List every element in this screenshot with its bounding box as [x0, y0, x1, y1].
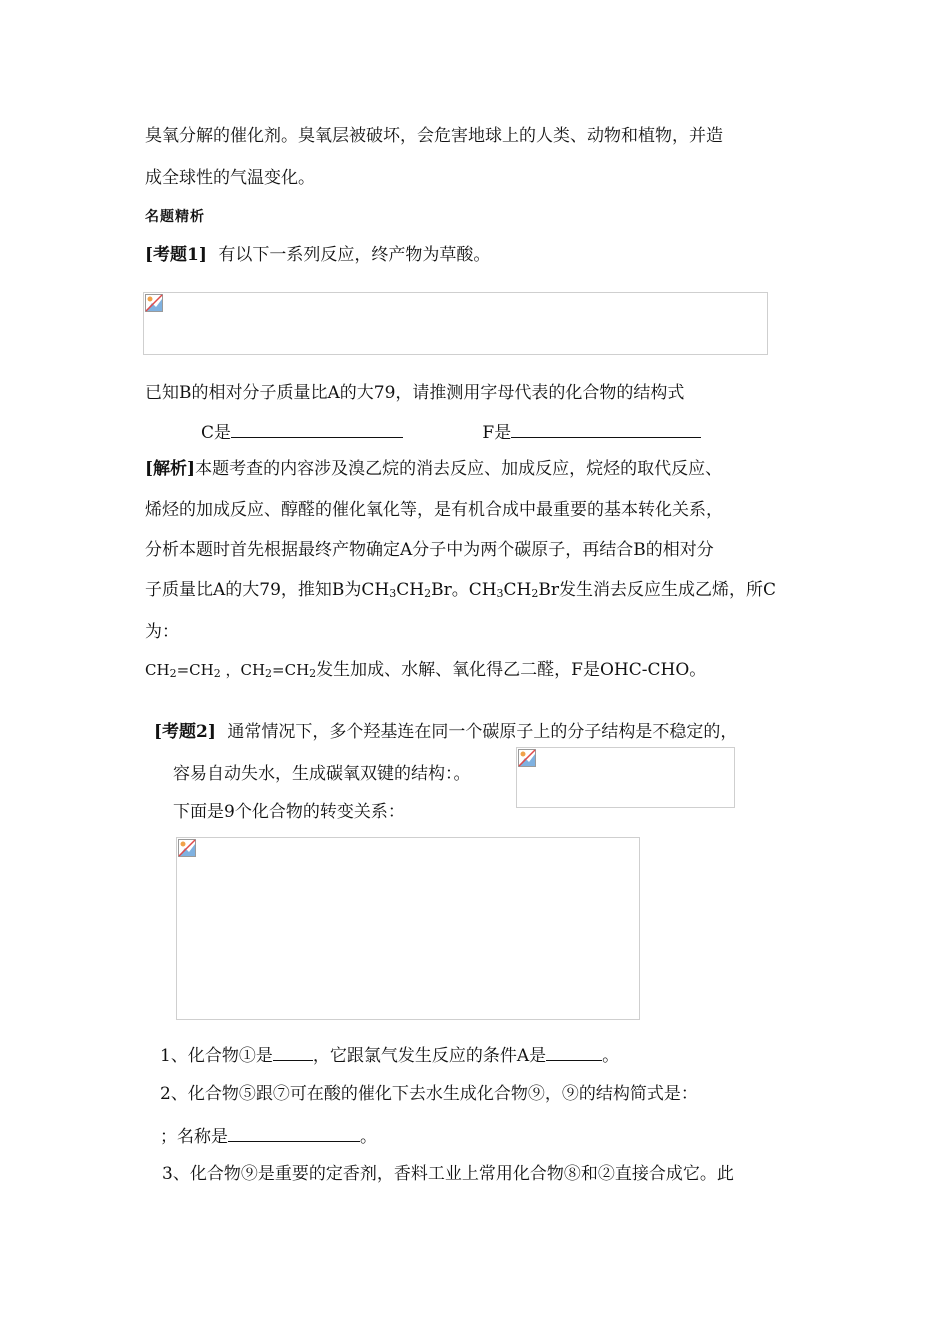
- c-label: C是: [201, 423, 232, 443]
- broken-image-icon: [145, 294, 163, 312]
- analysis-line-1: [解析]本题考查的内容涉及溴乙烷的消去反应、加成反应，烷烃的取代反应、: [145, 459, 723, 479]
- reaction-scheme-image: [143, 292, 768, 355]
- analysis-line-5: 为：: [145, 622, 179, 642]
- q2-text: 通常情况下，多个羟基连在同一个碳原子上的分子结构是不稳定的，: [227, 722, 738, 742]
- f-answer-blank[interactable]: [511, 419, 701, 438]
- section-title: 名题精析: [145, 209, 205, 225]
- analysis-line-3: 分析本题时首先根据最终产物确定A分子中为两个碳原子，再结合B的相对分: [145, 540, 714, 560]
- q1-text: 有以下一系列反应，终产物为草酸。: [218, 245, 491, 265]
- analysis-line-4: 子质量比A的大79，推知B为$CH_3CH_2Br$。$CH_3CH_2Br$发生消去反应生成乙烯，所C: [145, 580, 777, 600]
- analysis-line-6: $CH_2=CH_2$ ，$CH_2=CH_2$发生加成、水解、氧化得乙二醛，F是OHC-CHO。: [145, 660, 707, 680]
- broken-image-icon: [518, 749, 536, 767]
- para-line-2: 成全球性的气温变化。: [145, 168, 315, 188]
- q2-line-1: [154, 720, 737, 744]
- condition-a-blank[interactable]: [546, 1042, 602, 1061]
- compound-1-blank[interactable]: [273, 1042, 313, 1061]
- q2-line-3: 下面是9个化合物的转变关系：: [173, 802, 405, 822]
- q1-line: [145, 243, 490, 267]
- q1-tag: [考题1]: [145, 245, 207, 265]
- analysis-tag: [解析]: [145, 459, 196, 479]
- q2-tag: [考题2]: [154, 722, 216, 742]
- name-blank[interactable]: [228, 1123, 360, 1142]
- c-answer-blank[interactable]: [231, 419, 403, 438]
- transformation-diagram-image: [176, 837, 640, 1020]
- broken-image-icon: [178, 839, 196, 857]
- q2-line-2: 容易自动失水，生成碳氧双键的结构：。: [173, 764, 471, 784]
- question-2-line-2: ；名称是 。: [160, 1123, 377, 1149]
- question-2-line-1: 2、化合物⑤跟⑦可在酸的催化下去水生成化合物⑨，⑨的结构简式是：: [160, 1084, 698, 1104]
- q1-answer-line: [201, 419, 701, 445]
- para-line-1: 臭氧分解的催化剂。臭氧层被破坏，会危害地球上的人类、动物和植物，并造: [145, 126, 723, 146]
- f-label: F是: [482, 423, 512, 443]
- question-1-line: 1、化合物①是 ，它跟氯气发生反应的条件A是 。: [160, 1042, 619, 1068]
- question-3-line-1: 3、化合物⑨是重要的定香剂，香料工业上常用化合物⑧和②直接合成它。此: [162, 1164, 734, 1184]
- q1-given: 已知B的相对分子质量比A的大79，请推测用字母代表的化合物的结构式: [145, 383, 685, 403]
- analysis-line-2: 烯烃的加成反应、醇醛的催化氧化等，是有机合成中最重要的基本转化关系，: [145, 500, 723, 520]
- carbonyl-structure-image: [516, 747, 735, 808]
